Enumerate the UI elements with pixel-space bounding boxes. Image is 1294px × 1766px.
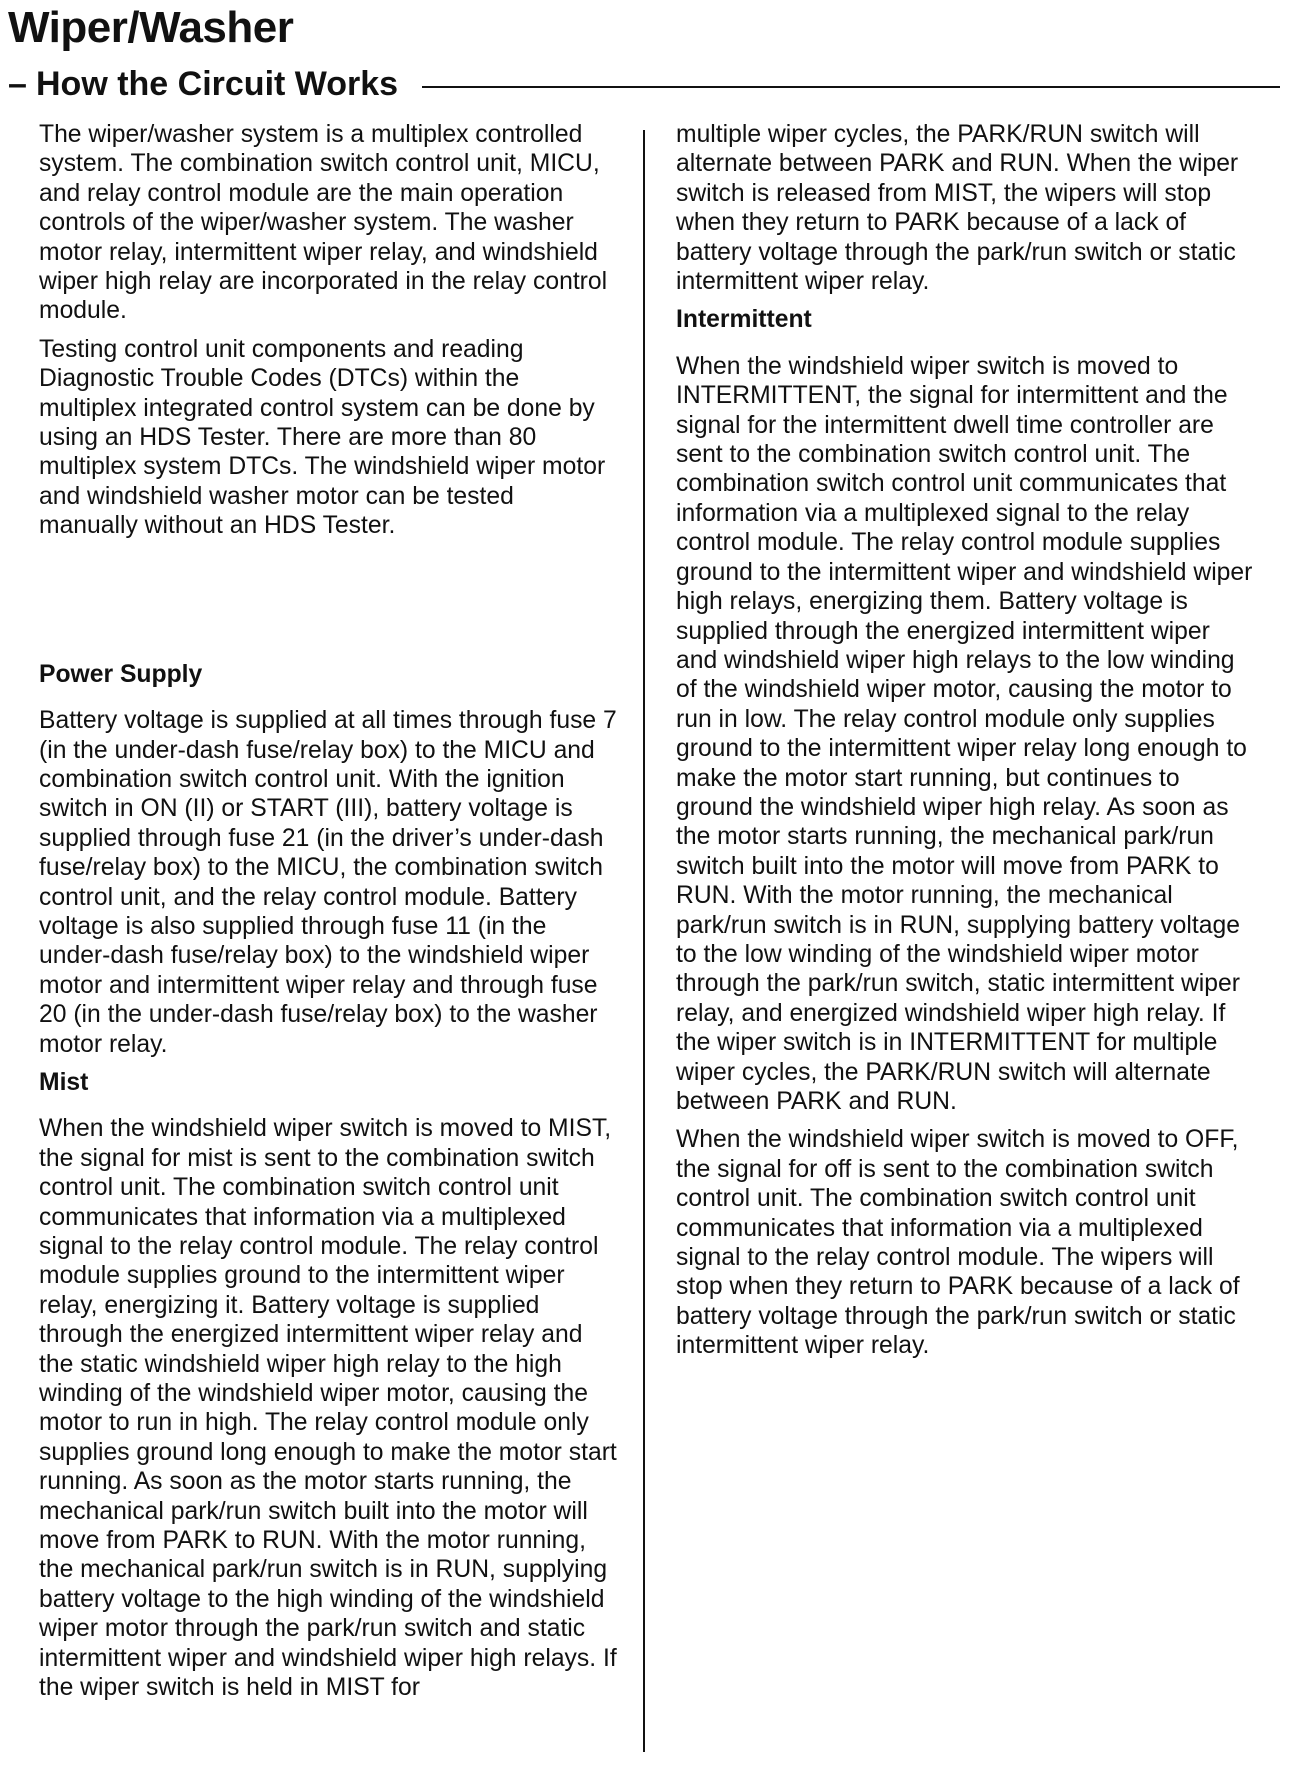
right-column bbox=[676, 120, 1256, 1370]
power-supply-heading: Power Supply bbox=[39, 660, 203, 688]
section-title: How the Circuit Works bbox=[36, 65, 399, 103]
intermittent-heading: Intermittent bbox=[676, 306, 812, 334]
intro-paragraph-2: Testing control unit components and reading Diagnostic Trouble Codes (DTCs) within the multiplex integrated control system can be done by using an HDS Tester. There are more than 80 multiplex system DTCs. The windshield wiper motor and windshield washer motor can be tested manually without an HDS Tester. bbox=[39, 335, 606, 540]
left-column bbox=[39, 120, 617, 1712]
section-heading bbox=[8, 62, 1280, 106]
section-rule-divider bbox=[422, 86, 1280, 88]
section-dash: – bbox=[8, 65, 27, 103]
power-supply-paragraph: Battery voltage is supplied at all times through fuse 7 (in the under-dash fuse/relay box) to the MICU and combination switch control unit. With the ignition switch in ON (II) or START (III), battery voltage is supplied through fuse 21 (in the driver’s under-dash fuse/relay box) to the MICU, the combination switch control unit, and the relay control module. Battery voltage is also supplied through fuse 11 (in the under-dash fuse/relay box) to the windshield wiper motor and intermittent wiper relay and through fuse 20 (in the under-dash fuse/relay box) to the washer motor relay. bbox=[39, 707, 617, 1058]
intro-paragraph-1: The wiper/washer system is a multiplex controlled system. The combination switch control unit, MICU, and relay control module are the main operation controls of the wiper/washer system. The washer motor relay, intermittent wiper relay, and windshield wiper high relay are incorporated in the relay control module. bbox=[39, 121, 608, 325]
intermittent-paragraph-1: When the windshield wiper switch is moved to INTERMITTENT, the signal for intermittent and the signal for the intermittent dwell time controller are sent to the combination switch control unit. The combination switch control unit communicates that information via a multiplexed signal to the relay control module. The relay control module supplies ground to the intermittent wiper and windshield wiper high relays, energizing them. Battery voltage is supplied through the energized intermittent wiper and windshield wiper high relays to the low winding of the windshield wiper motor, causing the motor to run in low. The relay control module only supplies ground to the intermittent wiper relay long enough to make the motor start running, but continues to ground the windshield wiper high relay. As soon as the motor starts running, the mechanical park/run switch built into the motor will move from PARK to RUN. With the motor running, the mechanical park/run switch is in RUN, supplying battery voltage to the low winding of the windshield wiper motor through the park/run switch, static intermittent wiper relay, and energized windshield wiper high relay. If the wiper switch is in INTERMITTENT for multiple wiper cycles, the PARK/RUN switch will alternate between PARK and RUN. bbox=[676, 352, 1253, 1115]
column-divider bbox=[643, 130, 645, 1752]
blank-space bbox=[39, 550, 617, 660]
intermittent-paragraph-2: When the windshield wiper switch is moved to OFF, the signal for off is sent to the combination switch control unit. The combination switch control unit communicates that information via a multiplexed signal to the relay control module. The wipers will stop when they return to PARK because of a lack of battery voltage through the park/run switch or static intermittent wiper relay. bbox=[676, 1126, 1240, 1360]
page-title: Wiper/Washer bbox=[8, 3, 294, 52]
mist-continued-paragraph: multiple wiper cycles, the PARK/RUN switch will alternate between PARK and RUN. When the wiper switch is released from MIST, the wipers will stop when they return to PARK because of a lack of battery voltage through the park/run switch or static intermittent wiper relay. bbox=[676, 121, 1239, 296]
mist-heading: Mist bbox=[39, 1068, 89, 1096]
mist-paragraph: When the windshield wiper switch is moved to MIST, the signal for mist is sent to the combination switch control unit. The combination switch control unit communicates that information via a multiplexed signal to the relay control module. The relay control module supplies ground to the intermittent wiper relay, energizing it. Battery voltage is supplied through the energized intermittent wiper relay and the static windshield wiper high relay to the high winding of the windshield wiper motor, causing the motor to run in high. The relay control module only supplies ground long enough to make the motor start running. As soon as the motor starts running, the mechanical park/run switch built into the motor will move from PARK to RUN. With the motor running, the mechanical park/run switch is in RUN, supplying battery voltage to the high winding of the windshield wiper motor through the park/run switch and static intermittent wiper and windshield wiper high relays. If the wiper switch is held in MIST for bbox=[39, 1115, 617, 1702]
